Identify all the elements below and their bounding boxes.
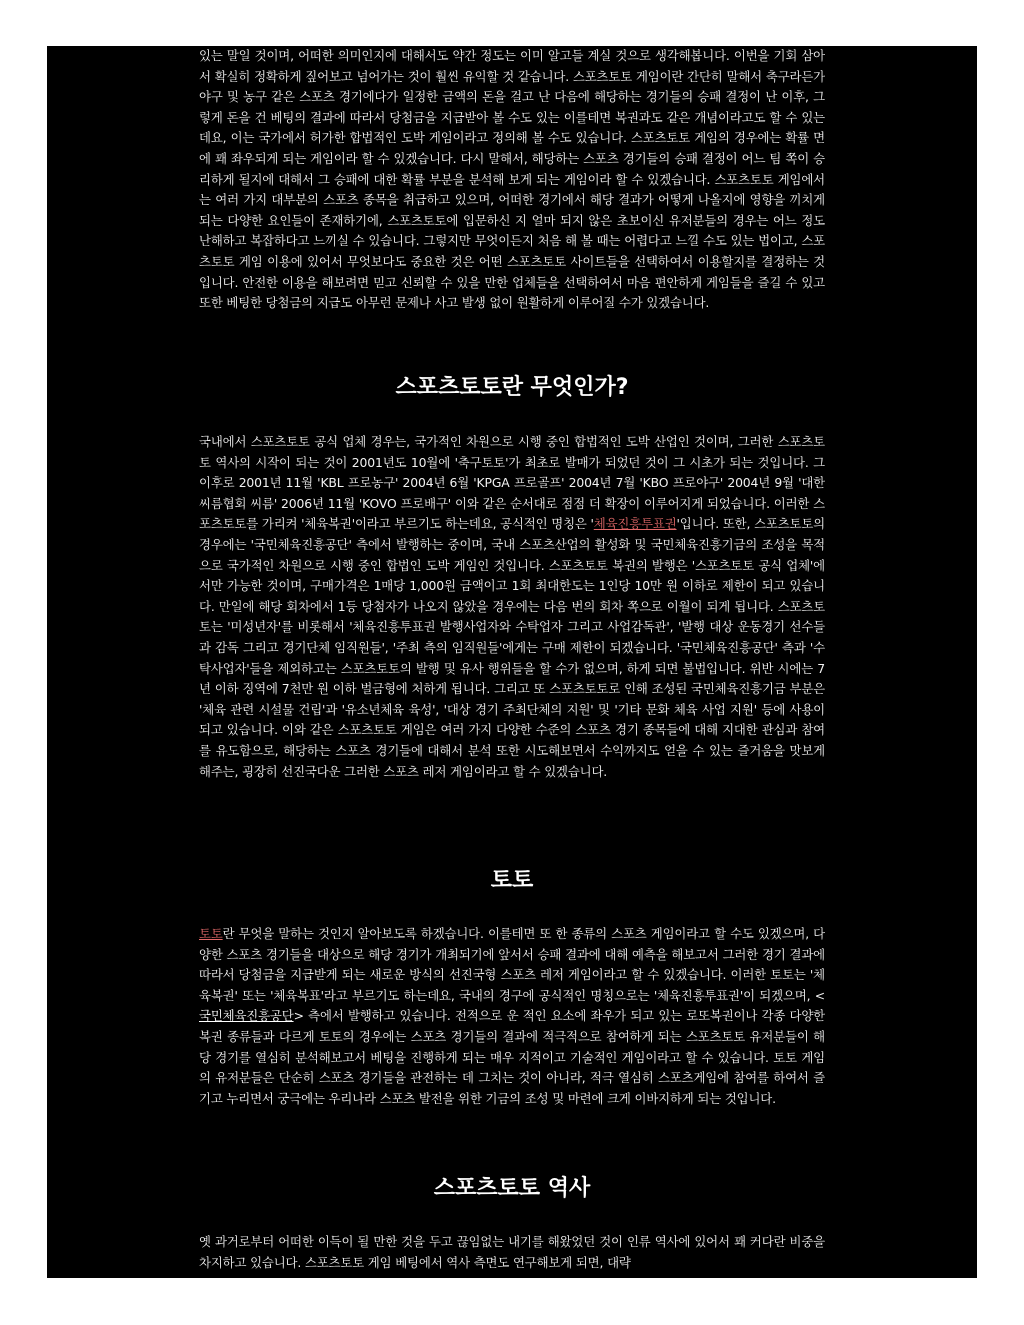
section-sports-toto-history (199, 1232, 825, 1273)
section-toto (199, 924, 825, 1109)
section-title-what-is-sports-toto: 스포츠토토란 무엇인가? (395, 375, 629, 400)
section-what-is-sports-toto (199, 432, 825, 782)
section3-paragraph: 옛 과거로부터 어떠한 이득이 될 만한 것을 두고 끊임없는 내기를 해왔었던 것이 인류 역사에 있어서 꽤 커다란 비중을 차지하고 있습니다. 스포츠토토 게임 베팅에서 역사 측면도 연구해보게 되면, 대략 (199, 1234, 825, 1270)
intro-paragraph: 있는 말일 것이며, 어떠한 의미인지에 대해서도 약간 정도는 이미 알고들 계실 것으로 생각해봅니다. 이번을 기회 삼아서 확실히 정확하게 짚어보고 넘어가는 것이 훨씬 유익할 것 같습니다. 스포츠토토 게임이란 간단히 말해서 축구라든가 야구 및 농구 같은 스포츠 경기에다가 일정한 금액의 돈을 걸고 난 다음에 해당하는 경기들의 승패 결정이 난 이후, 그렇게 돈을 건 베팅의 결과에 따라서 당첨금을 지급받아 볼 수도 있는 이를테면 복권과도 같은 개념이라고도 할 수 있는데요, 이는 국가에서 허가한 합법적인 도박 게임이라고 정의해 볼 수도 있습니다. 스포츠토토 게임의 경우에는 확률 면에 꽤 좌우되게 되는 게임이라 할 수 있겠습니다. 다시 말해서, 해당하는 스포츠 경기들의 승패 결정이 어느 팀 쪽이 승리하게 될지에 대해서 그 승패에 대한 확률 부분을 분석해 보게 되는 게임이라 할 수 있겠습니다. 스포츠토토 게임에서는 여러 가지 대부분의 스포츠 종목을 취급하고 있으며, 어떠한 경기에서 해당 결과가 어떻게 나올지에 영향을 끼치게 되는 다양한 요인들이 존재하기에, 스포츠토토에 입문하신 지 얼마 되지 않은 초보이신 유저분들의 경우는 어느 정도 난해하고 복잡하다고 느끼실 수 있습니다. 그렇지만 무엇이든지 처음 해 볼 때는 어렵다고 느낄 수도 있는 법이고, 스포츠토토 게임 이용에 있어서 무엇보다도 중요한 것은 어떤 스포츠토토 사이트들을 선택하여서 이용할지를 결정하는 것입니다. 안전한 이용을 해보려면 믿고 신뢰할 수 있을 만한 업체들을 선택하여서 마음 편안하게 게임들을 즐길 수 있고 또한 베팅한 당첨금의 지급도 아무런 문제나 사고 발생 없이 원활하게 이루어질 수가 있겠습니다. (199, 48, 825, 311)
section2-paragraph (199, 924, 825, 1109)
section1-text-before-link: 국내에서 스포츠토토 공식 업체 경우는, 국가적인 차원으로 시행 중인 합법적인 도박 산업인 것이며, 그러한 스포츠토토 역사의 시작이 되는 것이 2001년도 10월에 '축구토토'가 최초로 발매가 되었던 것이 그 시초가 되는 것입니다. 그 이후로 2001년 11월 'KBL 프로농구' 2004년 6월 'KPGA 프로골프' 2004년 7월 'KBO 프로야구' 2004년 9월 '대한씨름협회 씨름' 2006년 11월 'KOVO 프로배구' 이와 같은 순서대로 점점 더 확장이 이루어지게 되었습니다. 이러한 스포츠토토를 가리켜 '체육복권'이라고 부르기도 하는데요, 공식적인 명칭은 ' (199, 434, 825, 532)
section1-paragraph (199, 432, 825, 782)
section2-text-after-link: 란 무엇을 말하는 것인지 알아보도록 하겠습니다. 이를테면 또 한 종류의 스포츠 게임이라고 할 수도 있겠으며, 다양한 스포츠 경기들을 대상으로 해당 경기가 개최되기에 앞서서 승패 결과에 대해 예측을 해보고서 그러한 경기 결과에 따라서 당첨금을 지급받게 되는 새로운 방식의 선진국형 스포츠 레저 게임이라고 할 수 있겠습니다. 이러한 토토는 '체육복권' 또는 '체육복표'라고 부르기도 하는데요, 국내의 경구에 공식적인 명칭으로는 '체육진흥투표권'이 되겠으며, < (199, 926, 825, 1003)
section1-text-after-link: '입니다. 또한, 스포츠토토의 경우에는 '국민체육진흥공단' 측에서 발행하는 중이며, 국내 스포츠산업의 활성화 및 국민체육진흥기금의 조성을 목적으로 국가적인 차원으로 시행 중인 합법인 도박 게임인 것입니다. 스포츠토토 복권의 발행은 '스포츠토토 공식 업체'에서만 가능한 것이며, 구매가격은 1매당 1,000원 금액이고 1회 최대한도는 1인당 10만 원 이하로 제한이 되고 있습니다. 만일에 해당 회차에서 1등 당첨자가 나오지 않았을 경우에는 다음 번의 회차 쪽으로 이월이 되게 됩니다. 스포츠토토는 '미성년자'를 비롯해서 '체육진흥투표권 발행사업자와 수탁업자 그리고 사업감독관', '발행 대상 운동경기 선수들과 감독 그리고 경기단체 임직원들', '주최 측의 임직원들'에게는 구매 제한이 되겠습니다. '국민체육진흥공단' 측과 '수탁사업자'들을 제외하고는 스포츠토토의 발행 및 유사 행위들을 할 수가 없으며, 하게 되면 불법입니다. 위반 시에는 7년 이하 징역에 7천만 원 이하 벌금형에 처하게 됩니다. 그리고 또 스포츠토토로 인해 조성된 국민체육진흥기금 부분은 '체육 관련 시설물 건립'과 '유소년체육 육성', '대상 경기 주최단체의 지원' 및 '기타 문화 체육 사업 지원' 등에 사용이 되고 있습니다. 이와 같은 스포츠토토 게임은 여러 가지 다양한 수준의 스포츠 경기 종목들에 대해 지대한 관심과 참여를 유도함으로, 해당하는 스포츠 경기들에 대해서 분석 또한 시도해보면서 수익까지도 얻을 수 있는 즐거움을 맛보게 해주는, 굉장히 선진국다운 그러한 스포츠 레저 게임이라고 할 수 있겠습니다. (199, 516, 825, 779)
section2-text-end: > 측에서 발행하고 있습니다. 전적으로 운 적인 요소에 좌우가 되고 있는 로또복권이나 각종 다양한 복권 종류들과 다르게 토토의 경우에는 스포츠 경기들의 결과에 적극적으로 참여하게 되는 스포츠토토 유저분들이 해당 경기를 열심히 분석해보고서 베팅을 진행하게 되는 매우 지적이고 기술적인 게임이라고 할 수 있습니다. 토토 게임의 유저분들은 단순히 스포츠 경기들을 관전하는 데 그치는 것이 아니라, 적극 열심히 스포츠게임에 참여를 하여서 즐기고 누리면서 궁극에는 우리나라 스포츠 발전을 위한 기금의 조성 및 마련에 크게 이바지하게 되는 것입니다. (199, 1008, 825, 1106)
toto-link[interactable]: 토토 (199, 926, 223, 941)
document-page (47, 46, 977, 1278)
sports-promotion-foundation-link[interactable]: 국민체육진흥공단 (199, 1008, 294, 1024)
intro-section (199, 46, 825, 314)
section-title-toto: 토토 (490, 868, 534, 893)
sports-promotion-ticket-link[interactable]: 체육진흥투표권 (593, 516, 677, 532)
section-title-sports-toto-history: 스포츠토토 역사 (433, 1176, 591, 1201)
